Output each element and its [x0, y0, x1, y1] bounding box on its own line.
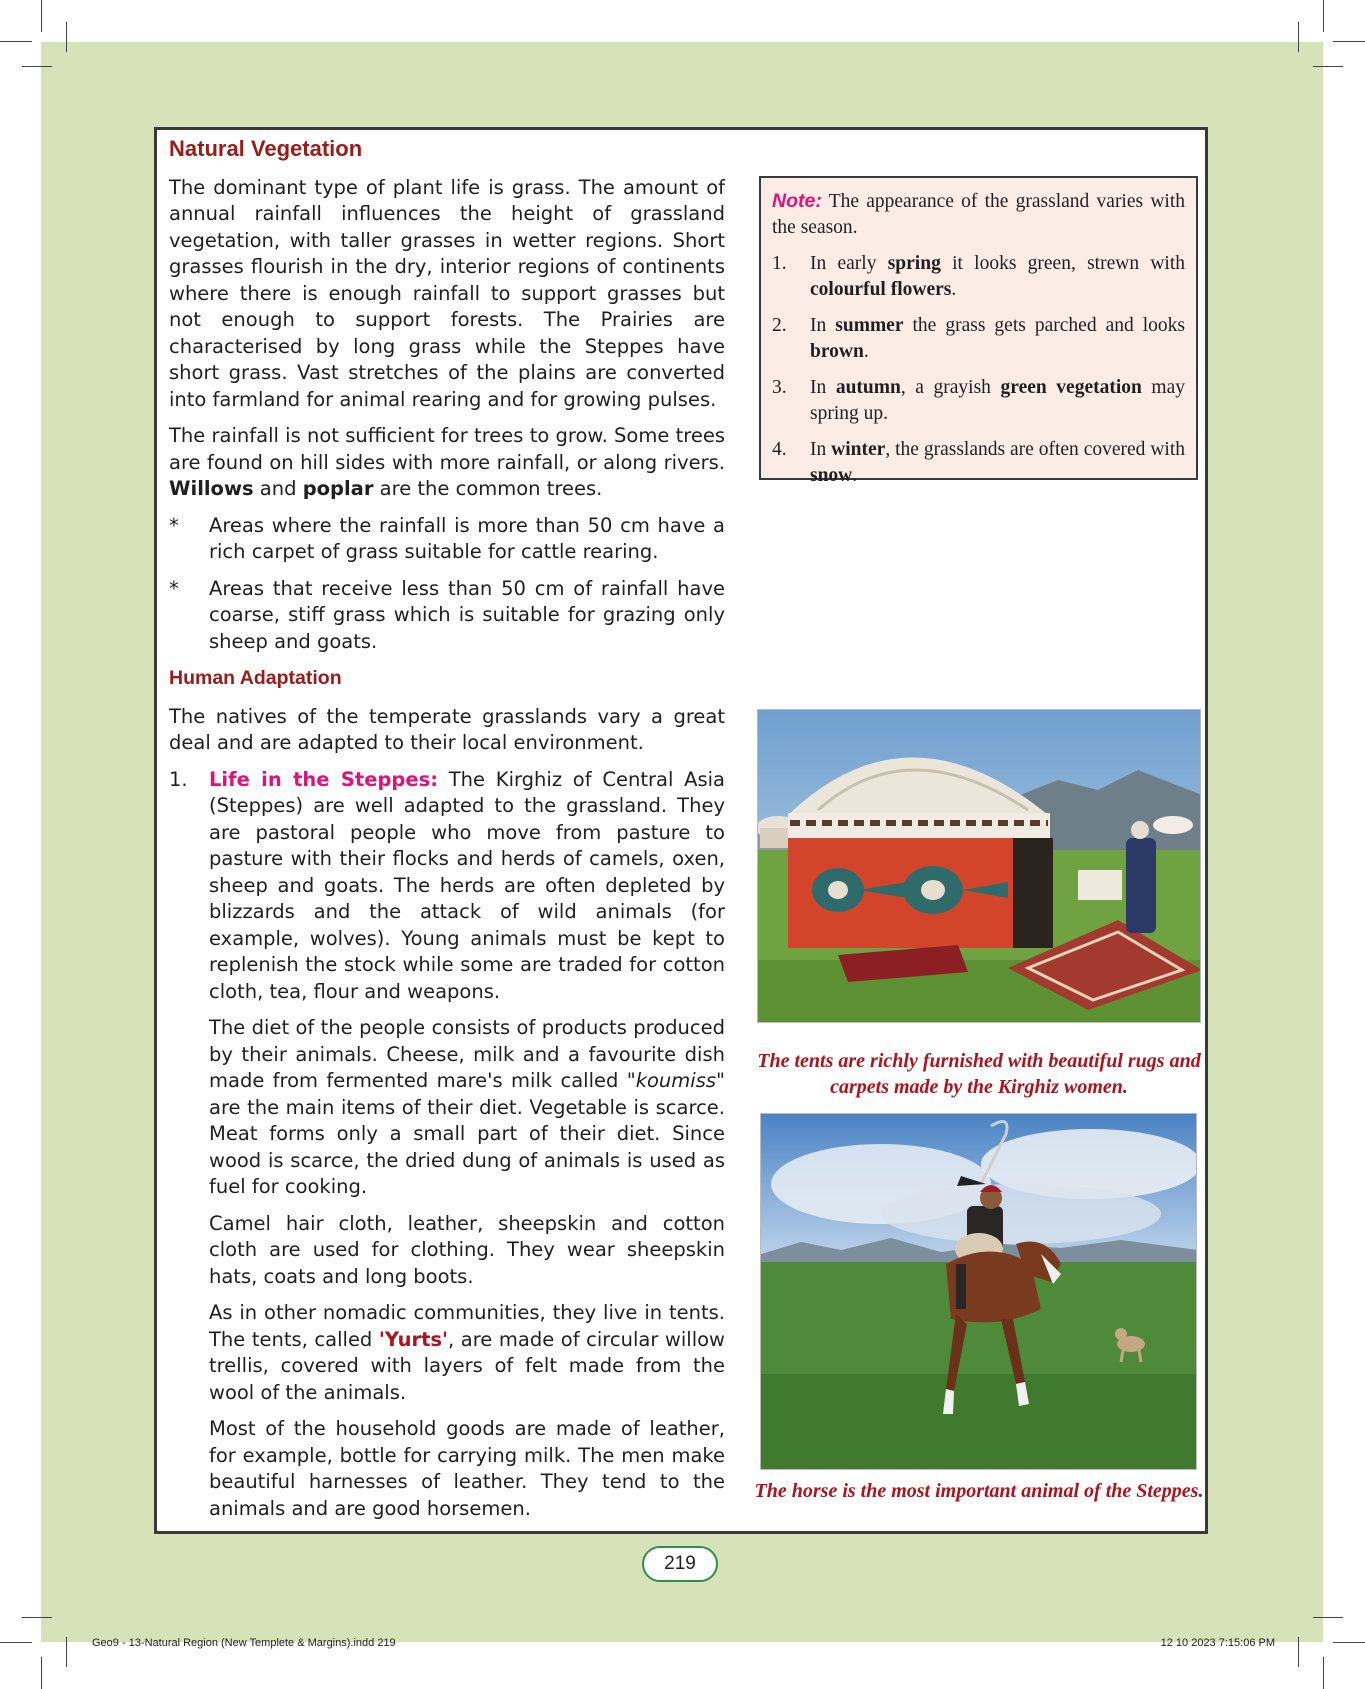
season-number: 4.	[772, 439, 787, 460]
season-item	[772, 251, 1185, 303]
season-name: spring	[887, 253, 941, 274]
horseman-photo	[760, 1113, 1197, 1470]
horse-caption: The horse is the most important animal of the Steppes.	[754, 1480, 1204, 1502]
vegetation-paragraph: The dominant type of plant life is grass. The amount of annual rainfall influences the height of grassland vegetation, with taller grasses in wetter regions. Short grasses flourish in the dry, interior regions of continents where there is enough rainfall to support grasses but not enough to support forests. The Prairies are characterised by long grass while the Steppes have short grass. Vast stretches of the plains are converted into farmland for animal rearing and for growing pulses.	[169, 175, 725, 411]
household-paragraph: Most of the household goods are made of leather, for example, bottle for carrying milk. The men make beautiful harnesses of leather. They tend to the animals and are good horsemen.	[209, 1417, 725, 1520]
season-text: In	[810, 377, 836, 398]
season-list	[772, 251, 1185, 489]
bullet-text: Areas that receive less than 50 cm of rainfall have coarse, stiff grass which is suitable for grazing only sheep and goats.	[209, 576, 725, 653]
season-item	[772, 437, 1185, 489]
season-text: In early	[810, 253, 888, 274]
diet-paragraph	[169, 1015, 725, 1201]
season-name: summer	[835, 315, 904, 336]
diet-text: The diet of the people consists of products produced by their animals. Cheese, milk and a favourite dish made from fermented mare's milk called	[209, 1016, 725, 1092]
crop-mark	[1313, 66, 1343, 67]
season-text: , a grayish	[900, 377, 1001, 398]
season-text: In	[810, 439, 832, 460]
yurts-term: 'Yurts'	[378, 1327, 448, 1351]
season-text: .	[951, 279, 957, 300]
crop-mark	[41, 1657, 42, 1689]
yurt-caption: The tents are richly furnished with beautiful rugs and carpets made by the Kirghiz women.	[757, 1050, 1201, 1098]
season-name: winter	[831, 439, 886, 460]
crop-mark	[1298, 1637, 1299, 1667]
steppes-title: Life in the Steppes:	[209, 767, 438, 791]
crop-mark	[0, 1642, 32, 1643]
steppes-text: The Kirghiz of Central Asia (Steppes) are well adapted to the grassland. They are pastoral people who move from pasture to pasture with their flocks and herds of camels, oxen, sheep and goats. The herds are often depleted by blizzards and the attack of wild animals (for example, wolves). Young animals must be kept to replenish the stock while some are traded for cotton cloth, tea, flour and weapons.	[209, 767, 725, 1003]
crop-mark	[1298, 22, 1299, 52]
season-number: 3.	[772, 377, 787, 398]
note-header	[772, 188, 1185, 241]
willows-term: Willows	[169, 477, 254, 500]
note-box	[759, 176, 1198, 486]
horseman-illustration	[761, 1114, 1197, 1470]
natural-vegetation-heading: Natural Vegetation	[169, 136, 363, 161]
season-text: the grass gets parched and looks	[903, 315, 1185, 336]
item-number: 1.	[169, 767, 188, 791]
season-number: 2.	[772, 315, 787, 336]
tents-text: As in other nomadic communities, they live in tents. The tents, called	[209, 1301, 725, 1351]
season-feature: snow	[810, 465, 853, 486]
bullet-mark: *	[169, 576, 179, 600]
crop-mark	[66, 1637, 67, 1667]
crop-mark	[0, 41, 32, 42]
season-text: .	[852, 465, 858, 486]
bullet-mark: *	[169, 513, 179, 537]
crop-mark	[1323, 1657, 1324, 1689]
yurt-photo	[757, 709, 1201, 1023]
main-text-column	[169, 136, 725, 1532]
clothing-paragraph: Camel hair cloth, leather, sheepskin and cotton cloth are used for clothing. They wear sheepskin hats, coats and long boots.	[209, 1211, 725, 1288]
season-feature: colourful flowers	[810, 279, 952, 300]
crop-mark	[66, 22, 67, 52]
crop-mark	[41, 0, 42, 32]
crop-mark	[22, 1617, 52, 1618]
season-name: autumn	[835, 377, 901, 398]
crop-mark	[1323, 0, 1324, 32]
season-item	[772, 313, 1185, 365]
poplar-term: poplar	[302, 477, 374, 500]
slug-file-info: Geo9 - 13-Natural Region (New Templete & Margins).indd 219	[92, 1637, 396, 1649]
tents-text-end: , are made of circular willow trellis, covered with layers of felt made from the wool of the animals.	[209, 1327, 726, 1404]
crop-mark	[1333, 41, 1365, 42]
bullet-text: Areas where the rainfall is more than 50 cm have a rich carpet of grass suitable for cattle rearing.	[209, 513, 725, 563]
human-adaptation-heading: Human Adaptation	[169, 667, 342, 689]
yurt-illustration	[758, 710, 1201, 1023]
bullet-item	[169, 513, 725, 566]
season-text: it looks green, strewn with	[940, 253, 1185, 274]
koumiss-term: "koumiss"	[626, 1069, 725, 1092]
season-text: .	[863, 341, 869, 362]
adaptation-intro: The natives of the temperate grasslands vary a great deal and are adapted to their local environment.	[169, 704, 725, 754]
crop-mark	[1313, 1617, 1343, 1618]
season-number: 1.	[772, 253, 787, 274]
tents-paragraph	[169, 1300, 725, 1406]
season-item	[772, 375, 1185, 427]
numbered-item	[169, 767, 725, 1006]
season-text: may spring up.	[810, 377, 1186, 424]
content-frame	[154, 127, 1208, 1534]
diet-text-end: are the main items of their diet. Vegetable is scarce. Meat forms only a small part of their diet. Since wood is scarce, the dried dung of animals is used as fuel for cooking.	[209, 1095, 725, 1198]
bullet-item	[169, 576, 725, 656]
season-feature: brown	[810, 341, 864, 362]
note-label: Note:	[772, 190, 822, 212]
rainfall-text-end: are the common trees.	[373, 477, 603, 500]
crop-mark	[22, 66, 52, 67]
and-text: and	[253, 477, 303, 500]
note-intro: The appearance of the grassland varies with the season.	[772, 191, 1185, 238]
season-text: , the grasslands are often covered with	[885, 439, 1186, 460]
season-text: In	[810, 315, 836, 336]
rainfall-text: The rainfall is not sufficient for trees to grow. Some trees are found on hill sides with more rainfall, or along rivers.	[169, 424, 725, 474]
page-number: 219	[642, 1546, 718, 1582]
crop-mark	[1333, 1642, 1365, 1643]
rainfall-paragraph	[169, 423, 725, 503]
season-feature: green vegetation	[1000, 377, 1142, 398]
slug-timestamp: 12 10 2023 7:15:06 PM	[1160, 1637, 1275, 1649]
